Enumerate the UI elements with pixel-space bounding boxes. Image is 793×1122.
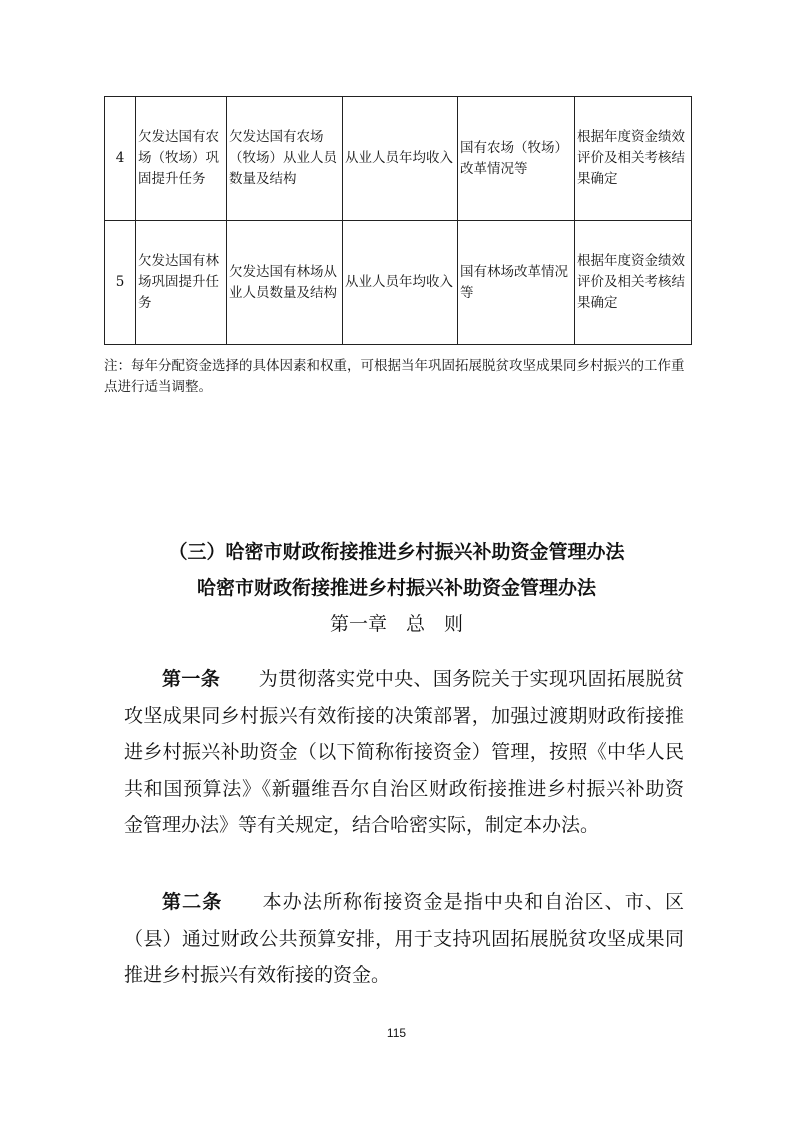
chapter-title: 第一章 总 则	[329, 613, 463, 635]
page-number: 115	[386, 1026, 407, 1040]
row-number: 5	[105, 221, 136, 345]
document-title: 哈密市财政衔接推进乡村振兴补助资金管理办法	[196, 577, 596, 599]
article-text: 本办法所称衔接资金是指中央和自治区、市、区（县）通过财政公共预算安排，用于支持巩固拓展脱贫攻坚成果同推进乡村振兴有效衔接的资金。	[124, 891, 684, 986]
task-cell: 欠发达国有农场（牧场）巩固提升任务	[136, 97, 227, 221]
article-paragraph	[124, 661, 684, 844]
article-label: 第一条	[162, 668, 221, 690]
indicator-cell: 欠发达国有林场从业人员数量及结构	[227, 221, 343, 345]
indicator-cell: 欠发达国有农场（牧场）从业人员数量及结构	[227, 97, 343, 221]
table-row	[105, 221, 692, 345]
task-cell: 欠发达国有林场巩固提升任务	[136, 221, 227, 345]
table-note: 注：每年分配资金选择的具体因素和权重，可根据当年巩固拓展脱贫攻坚成果同乡村振兴的工作重点进行适当调整。	[104, 358, 685, 395]
income-cell: 从业人员年均收入	[343, 221, 458, 345]
basis-cell: 根据年度资金绩效评价及相关考核结果确定	[575, 97, 692, 221]
article-paragraph	[124, 884, 684, 994]
article-text: 为贯彻落实党中央、国务院关于实现巩固拓展脱贫攻坚成果同乡村振兴有效衔接的决策部署，加强过渡期财政衔接推进乡村振兴补助资金（以下简称衔接资金）管理，按照《中华人民共和国预算法》《新疆维吾尔自治区财政衔接推进乡村振兴补助资金管理办法》等有关规定，结合哈密实际，制定本办法。	[124, 668, 684, 836]
income-cell: 从业人员年均收入	[343, 97, 458, 221]
reform-cell: 国有农场（牧场）改革情况等	[458, 97, 575, 221]
table-row	[105, 97, 692, 221]
basis-cell: 根据年度资金绩效评价及相关考核结果确定	[575, 221, 692, 345]
allocation-factor-table	[104, 96, 692, 345]
section-title: （三）哈密市财政衔接推进乡村振兴补助资金管理办法	[168, 541, 625, 563]
reform-cell: 国有林场改革情况等	[458, 221, 575, 345]
row-number: 4	[105, 97, 136, 221]
article-label: 第二条	[162, 891, 223, 913]
